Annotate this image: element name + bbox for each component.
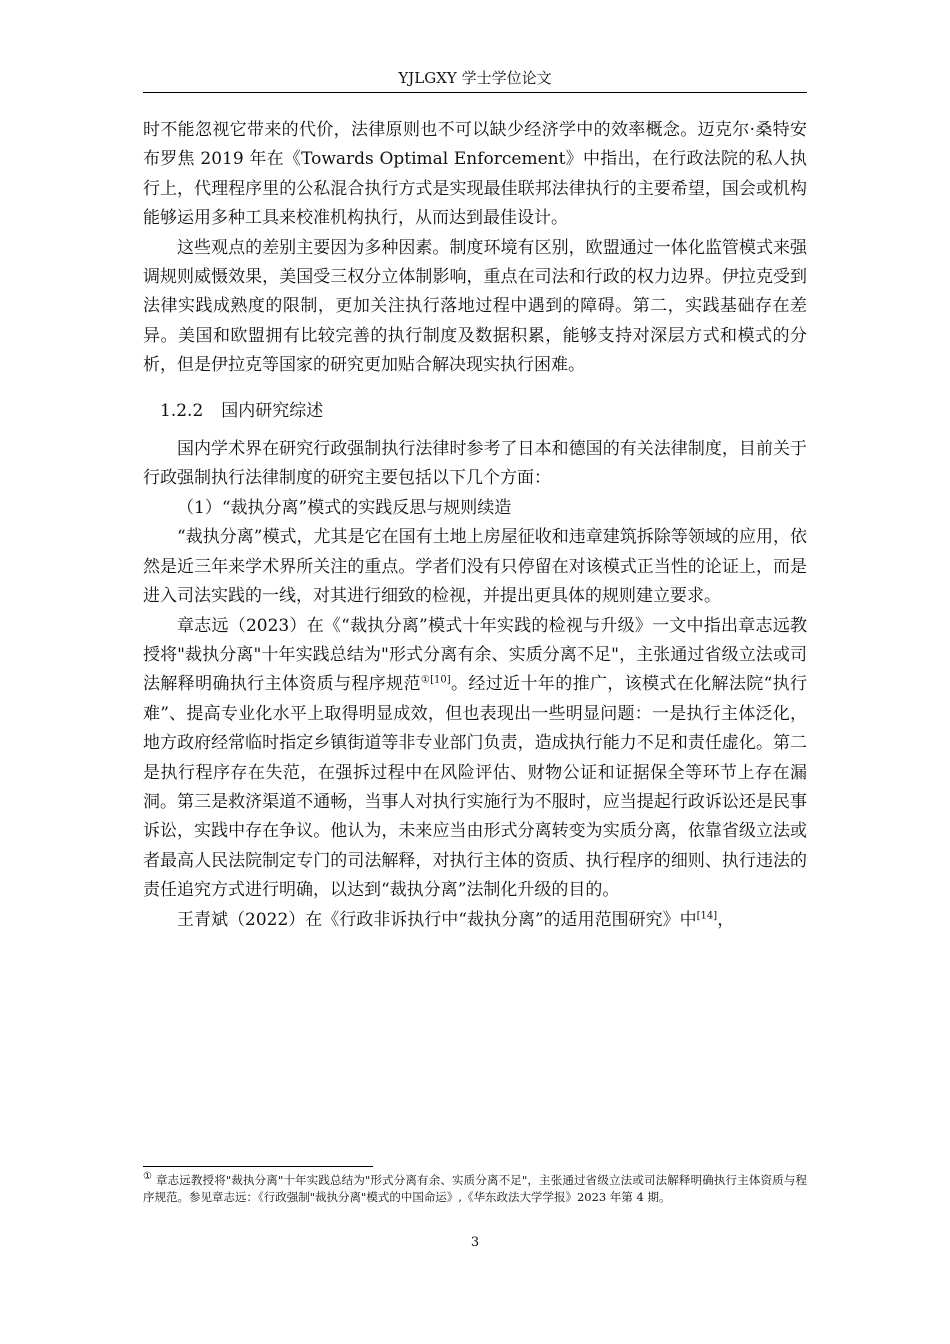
- section-number: 1.2.2: [160, 400, 204, 421]
- paragraph: [143, 612, 807, 906]
- paragraph: [143, 906, 807, 935]
- paragraph: 时不能忽视它带来的代价，法律原则也不可以缺少经济学中的效率概念。迈克尔·桑特安布罗焦 2019 年在《Towards Optimal Enforcement》中指出，在行政法院的私人执行上，代理程序里的公私混合执行方式是实现最佳联邦法律执行的主要希望，国会或机构能够运用多种工具来校准机构执行，从而达到最佳设计。: [143, 120, 807, 229]
- section-title: 国内研究综述: [221, 400, 324, 421]
- list-item-heading: （1）“裁执分离”模式的实践反思与规则续造: [177, 497, 512, 518]
- citation-marks[interactable]: [14]: [696, 909, 718, 921]
- section-heading: [143, 397, 807, 426]
- paragraph: 这些观点的差别主要因为多种因素。制度环境有区别，欧盟通过一体化监管模式来强调规则威慑效果，美国受三权分立体制影响，重点在司法和行政的权力边界。伊拉克受到法律实践成熟度的限制，更加关注执行落地过程中遇到的障碍。第二，实践基础存在差异。美国和欧盟拥有比较完善的执行制度及数据积累，能够支持对深层方式和模式的分析，但是伊拉克等国家的研究更加贴合解决现实执行困难。: [143, 237, 807, 376]
- paragraph-text: 。经过近十年的推广，该模式在化解法院“执行难”、提高专业化水平上取得明显成效，但也表现出一些明显问题：一是执行主体泛化，地方政府经常临时指定乡镇街道等非专业部门负责，造成执行能力不足和责任虚化。第二是执行程序存在失范，在强拆过程中在风险评估、财物公证和证据保全等环节上存在漏洞。第三是救济渠道不通畅，当事人对执行实施行为不服时，应当提起行政诉讼还是民事诉讼，实践中存在争议。他认为，未来应当由形式分离转变为实质分离，依靠省级立法或者最高人民法院制定专门的司法解释，对执行主体的资质、执行程序的细则、执行违法的责任追究方式进行明确，以达到“裁执分离”法制化升级的目的。: [143, 674, 807, 901]
- paragraph-text: 王青斌（2022）在《行政非诉执行中“裁执分离”的适用范围研究》中: [177, 909, 697, 930]
- footnote-text: 章志远教授将"裁执分离"十年实践总结为"形式分离有余、实质分离不足"，主张通过省级立法或司法解释明确执行主体资质与程序规范。参见章志远：《行政强制"裁执分离"模式的中国命运》,《华东政法大学学报》2023 年第 4 期。: [143, 1173, 807, 1204]
- paragraph-text: ，: [717, 909, 735, 930]
- footnote-mark: ①: [143, 1171, 153, 1183]
- page-number: 3: [470, 1235, 480, 1250]
- footnote-rule: [143, 1166, 373, 1167]
- paragraph: 国内学术界在研究行政强制执行法律时参考了日本和德国的有关法律制度，目前关于行政强制执行法律制度的研究主要包括以下几个方面：: [143, 439, 807, 489]
- body-text: [143, 116, 807, 935]
- paragraph: “裁执分离”模式，尤其是它在国有土地上房屋征收和违章建筑拆除等领域的应用，依然是近三年来学术界所关注的重点。学者们没有只停留在对该模式正当性的论证上，而是进入司法实践的一线，对其进行细致的检视，并提出更具体的规则建立要求。: [143, 527, 807, 607]
- citation-marks[interactable]: ①[10]: [420, 674, 451, 686]
- running-header: YJLGXY 学士学位论文: [398, 69, 552, 87]
- footnote: [143, 1172, 807, 1206]
- paragraph-text: 章志远（2023）在《“裁执分离”模式十年实践的检视与升级》一文中指出章志远教授将"裁执分离"十年实践总结为"形式分离有余、实质分离不足"，主张通过省级立法或司法解释明确执行主体资质与程序规范: [143, 615, 807, 695]
- header-rule: [143, 92, 807, 93]
